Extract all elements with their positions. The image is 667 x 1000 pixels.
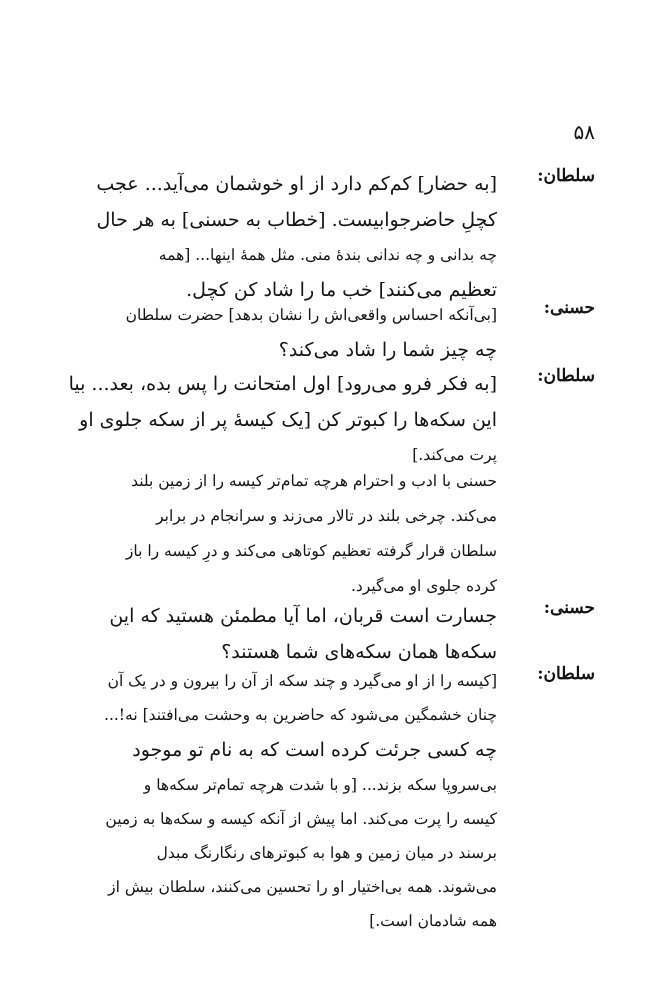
dialogue-line: کچلِ حاضرجوابیست. [خطاب به حسنی] به هر حال [96,209,497,231]
dialogue-block-hasani-1 [69,298,595,368]
speaker-name: سلطان: [537,166,595,186]
dialogue-text [69,166,497,308]
dialogue-line: برسند در میان زمین و هوا به کبوترهای رنگارنگ مبدل [156,844,497,862]
dialogue-line: تعظیم می‌کنند] خب ما را شاد کن کچل. [186,279,497,301]
dialogue-block-sultan-2 [69,366,595,472]
dialogue-line: [به حضار] کم‌کم دارد از او خوشمان می‌آید... عجب [96,173,497,195]
dialogue-line: چه چیز شما را شاد می‌کند؟ [278,339,497,361]
stage-direction-line: حسنی با ادب و احترام هرچه تمام‌تر کیسه را از زمین بلند [131,472,497,490]
dialogue-line: چه بدانی و چه ندانی بندهٔ منی. مثل همهٔ اینها... [همه [158,246,497,264]
dialogue-text [69,366,497,472]
dialogue-line: [به فکر فرو می‌رود] اول امتحانت را پس بده، بعد... بیا [69,373,497,395]
stage-direction [69,464,497,604]
stage-direction-line: کرده جلوی او می‌گیرد. [350,577,497,595]
dialogue-line: این سکه‌ها را کبوتر کن [یک کیسهٔ پر از سکه جلوی او [79,409,497,431]
dialogue-line: سکه‌ها همان سکه‌های شما هستند؟ [221,641,497,663]
dialogue-line: کیسه را پرت می‌کند. اما پیش از آنکه کیسه و سکه‌ها به زمین [105,810,497,828]
dialogue-block-hasani-2 [69,598,595,670]
page-number: ۵۸ [573,120,595,144]
dialogue-line: [کیسه را از او می‌گیرد و چند سکه از آن را بیرون و در یک آن [107,672,497,690]
speaker-name: حسنی: [543,598,595,618]
speaker-name: حسنی: [543,298,595,318]
dialogue-line: چنان خشمگین می‌شود که حاضرین به وحشت می‌افتند] نه!... [104,706,497,724]
dialogue-line: جسارت است قربان، اما آیا مطمئن هستید که این [109,605,497,627]
dialogue-line: پرت می‌کند.] [412,446,497,464]
dialogue-block-sultan-1 [69,166,595,308]
dialogue-text [69,298,497,368]
dialogue-line: می‌شوند. همه بی‌اختیار او را تحسین می‌کنند، سلطان بیش از [108,878,497,896]
speaker-name: سلطان: [537,664,595,684]
dialogue-text [69,664,497,938]
dialogue-line: بی‌سروپا سکه بزند... [و با شدت هرچه تمام‌تر سکه‌ها و [143,776,497,794]
stage-direction-line: می‌کند. چرخی بلند در تالار می‌زند و سرانجام در برابر [156,507,497,525]
dialogue-line: چه کسی جرئت کرده است که به نام تو موجود [132,739,497,761]
dialogue-line: همه شادمان است.] [369,912,497,930]
dialogue-block-sultan-3 [69,664,595,938]
dialogue-text [69,598,497,670]
stage-direction-line: سلطان قرار گرفته تعظیم کوتاهی می‌کند و درِ کیسه را باز [125,542,497,560]
dialogue-line: [بی‌آنکه احساس واقعی‌اش را نشان بدهد] حضرت سلطان [125,306,497,324]
speaker-name: سلطان: [537,366,595,386]
